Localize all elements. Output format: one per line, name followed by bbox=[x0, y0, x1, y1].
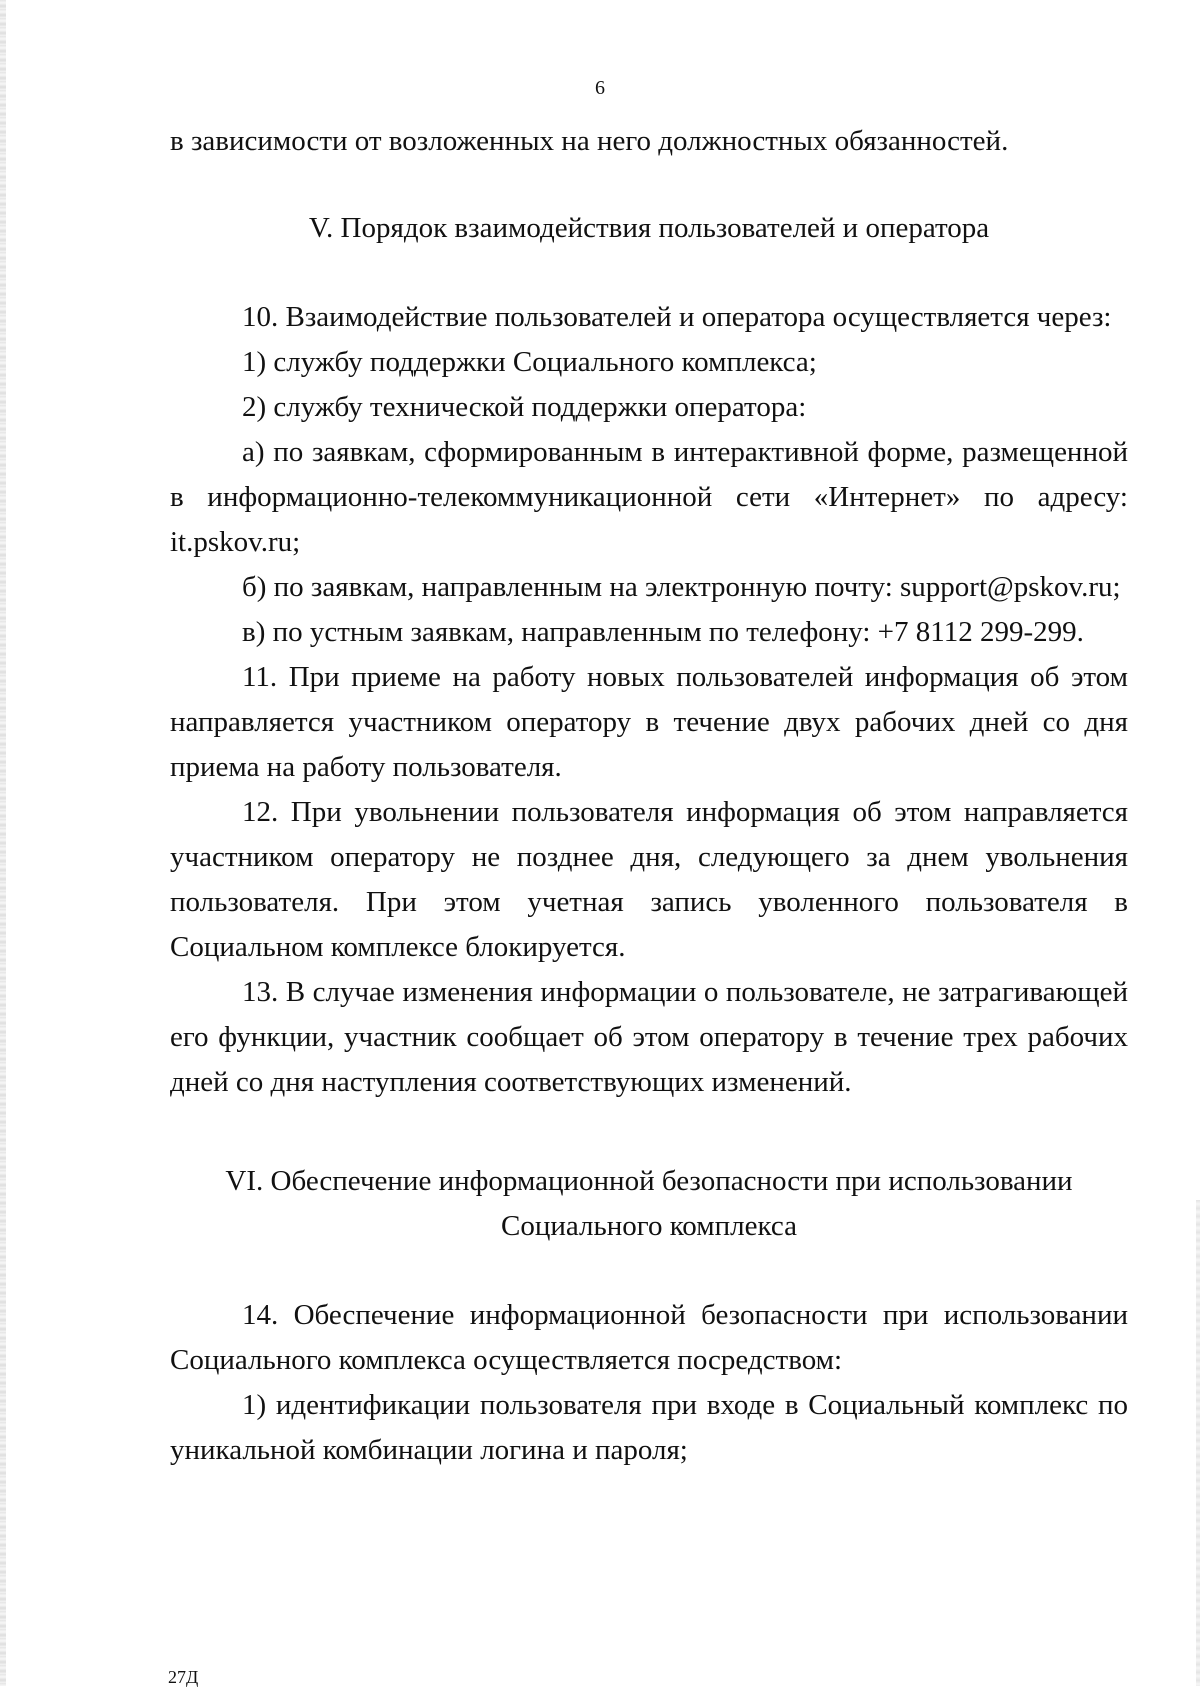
item-10-intro: 10. Взаимодействие пользователей и оператора осуществляется через: bbox=[242, 301, 1112, 333]
spacer bbox=[170, 1105, 1128, 1159]
document-body bbox=[170, 119, 1128, 1473]
item-10-2c: в) по устным заявкам, направленным по телефону: +7 8112 299-299. bbox=[242, 616, 1084, 648]
scan-edge-left bbox=[0, 0, 6, 1686]
scan-edge-right bbox=[1196, 1200, 1200, 1686]
item-10-2: 2) службу технической поддержки оператора: bbox=[242, 391, 807, 423]
continuation-line: в зависимости от возложенных на него должностных обязанностей. bbox=[170, 125, 1009, 157]
item-13: 13. В случае изменения информации о пользователе, не затрагивающей его функции, участник сообщает об этом оператору в течение трех рабочих дней со дня наступления соответствующих изменений. bbox=[170, 976, 1128, 1098]
item-12: 12. При увольнении пользователя информация об этом направляется участником оператору не позднее дня, следующего за днем увольнения пользователя. При этом учетная запись уволенного пользователя в Социальном комплексе блокируется. bbox=[170, 796, 1128, 963]
item-10-2a: а) по заявкам, сформированным в интерактивной форме, размещенной в информационно-телекоммуникационной сети «Интернет» по адресу: it.pskov.ru; bbox=[170, 436, 1128, 558]
item-14-intro: 14. Обеспечение информационной безопасности при использовании Социального комплекса осуществляется посредством: bbox=[170, 1299, 1128, 1376]
spacer bbox=[170, 1249, 1128, 1293]
section-vi-heading-line-2: Социального комплекса bbox=[501, 1210, 797, 1242]
spacer bbox=[170, 251, 1128, 295]
item-10-1: 1) службу поддержки Социального комплекса; bbox=[242, 346, 817, 378]
item-14-1: 1) идентификации пользователя при входе в Социальный комплекс по уникальной комбинации логина и пароля; bbox=[170, 1389, 1128, 1466]
item-11: 11. При приеме на работу новых пользователей информация об этом направляется участником оператору в течение двух рабочих дней со дня приема на работу пользователя. bbox=[170, 661, 1128, 783]
section-vi-heading-line-1: VI. Обеспечение информационной безопасности при использовании bbox=[225, 1165, 1073, 1197]
footer-code: 27Д bbox=[168, 1667, 199, 1687]
item-10-2b: б) по заявкам, направленным на электронную почту: support@pskov.ru; bbox=[242, 571, 1121, 603]
page-number: 6 bbox=[595, 77, 605, 99]
section-v-heading: V. Порядок взаимодействия пользователей и оператора bbox=[308, 212, 990, 244]
spacer bbox=[170, 164, 1128, 206]
